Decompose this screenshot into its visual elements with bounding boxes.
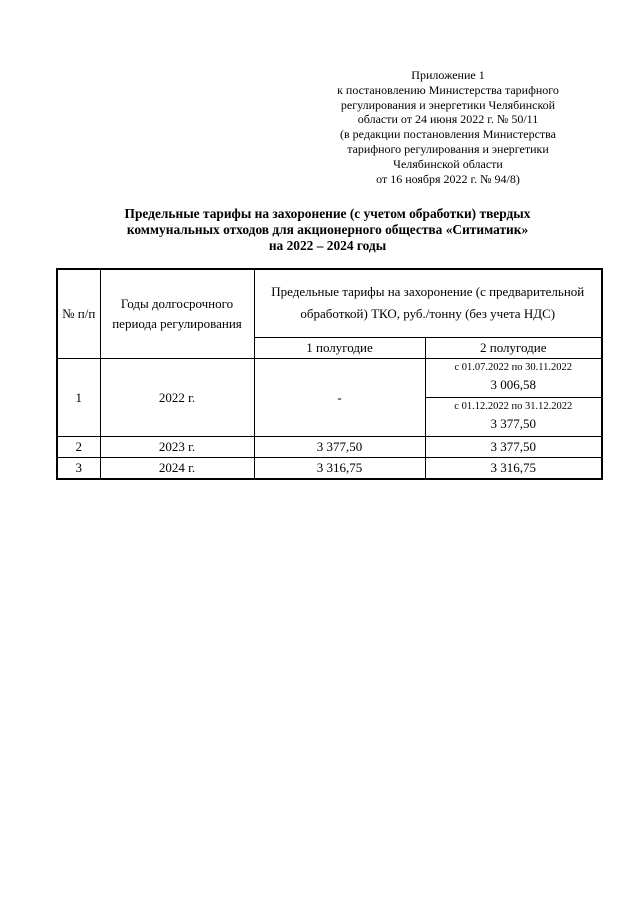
cell-half1: 3 377,50 [254, 437, 425, 458]
header-tariffs: Предельные тарифы на захоронение (с предварительной обработкой) ТКО, руб./тонну (без учета НДС) [254, 269, 602, 337]
cell-year: 2024 г. [100, 458, 254, 480]
title-line: Предельные тарифы на захоронение (с учетом обработки) твердых [124, 206, 531, 221]
header-half2: 2 полугодие [425, 337, 602, 358]
appendix-line: к постановлению Министерства тарифного [337, 82, 559, 97]
table-row [57, 458, 602, 480]
appendix-line: (в редакции постановления Министерства [340, 127, 556, 142]
header-half1: 1 полугодие [254, 337, 425, 358]
period-value: 3 377,50 [490, 416, 536, 431]
cell-half2-split [425, 359, 602, 437]
period-label: с 01.07.2022 по 30.11.2022 [454, 362, 572, 373]
cell-half1: - [254, 359, 425, 437]
appendix-line: регулирования и энергетики Челябинской [340, 97, 556, 112]
cell-half1: 3 316,75 [254, 458, 425, 480]
period-value: 3 006,58 [490, 377, 536, 392]
table-header-row [57, 269, 602, 337]
cell-num: 1 [57, 359, 100, 437]
cell-num: 2 [57, 437, 100, 458]
appendix-note [318, 68, 578, 186]
cell-num: 3 [57, 458, 100, 480]
title-line: на 2022 – 2024 годы [268, 238, 387, 253]
cell-half2: 3 377,50 [425, 437, 602, 458]
document-title [60, 206, 595, 254]
appendix-line: тарифного регулирования и энергетики [347, 141, 549, 156]
table-row [57, 437, 602, 458]
tariffs-table [56, 268, 603, 480]
title-line: коммунальных отходов для акционерного общества «Ситиматик» [126, 222, 529, 237]
appendix-line: Приложение 1 [411, 68, 485, 82]
table-row [57, 359, 602, 437]
cell-year: 2022 г. [100, 359, 254, 437]
cell-year: 2023 г. [100, 437, 254, 458]
cell-half2: 3 316,75 [425, 458, 602, 480]
appendix-line: области от 24 июня 2022 г. № 50/11 [357, 112, 539, 127]
header-num: № п/п [57, 269, 100, 359]
period-label: с 01.12.2022 по 31.12.2022 [454, 401, 573, 412]
header-years: Годы долгосрочного периода регулирования [100, 269, 254, 359]
appendix-line: Челябинской области [393, 156, 503, 171]
half2-period-block [426, 397, 602, 436]
appendix-line: от 16 ноября 2022 г. № 94/8) [376, 171, 520, 186]
half2-period-block [426, 359, 602, 397]
